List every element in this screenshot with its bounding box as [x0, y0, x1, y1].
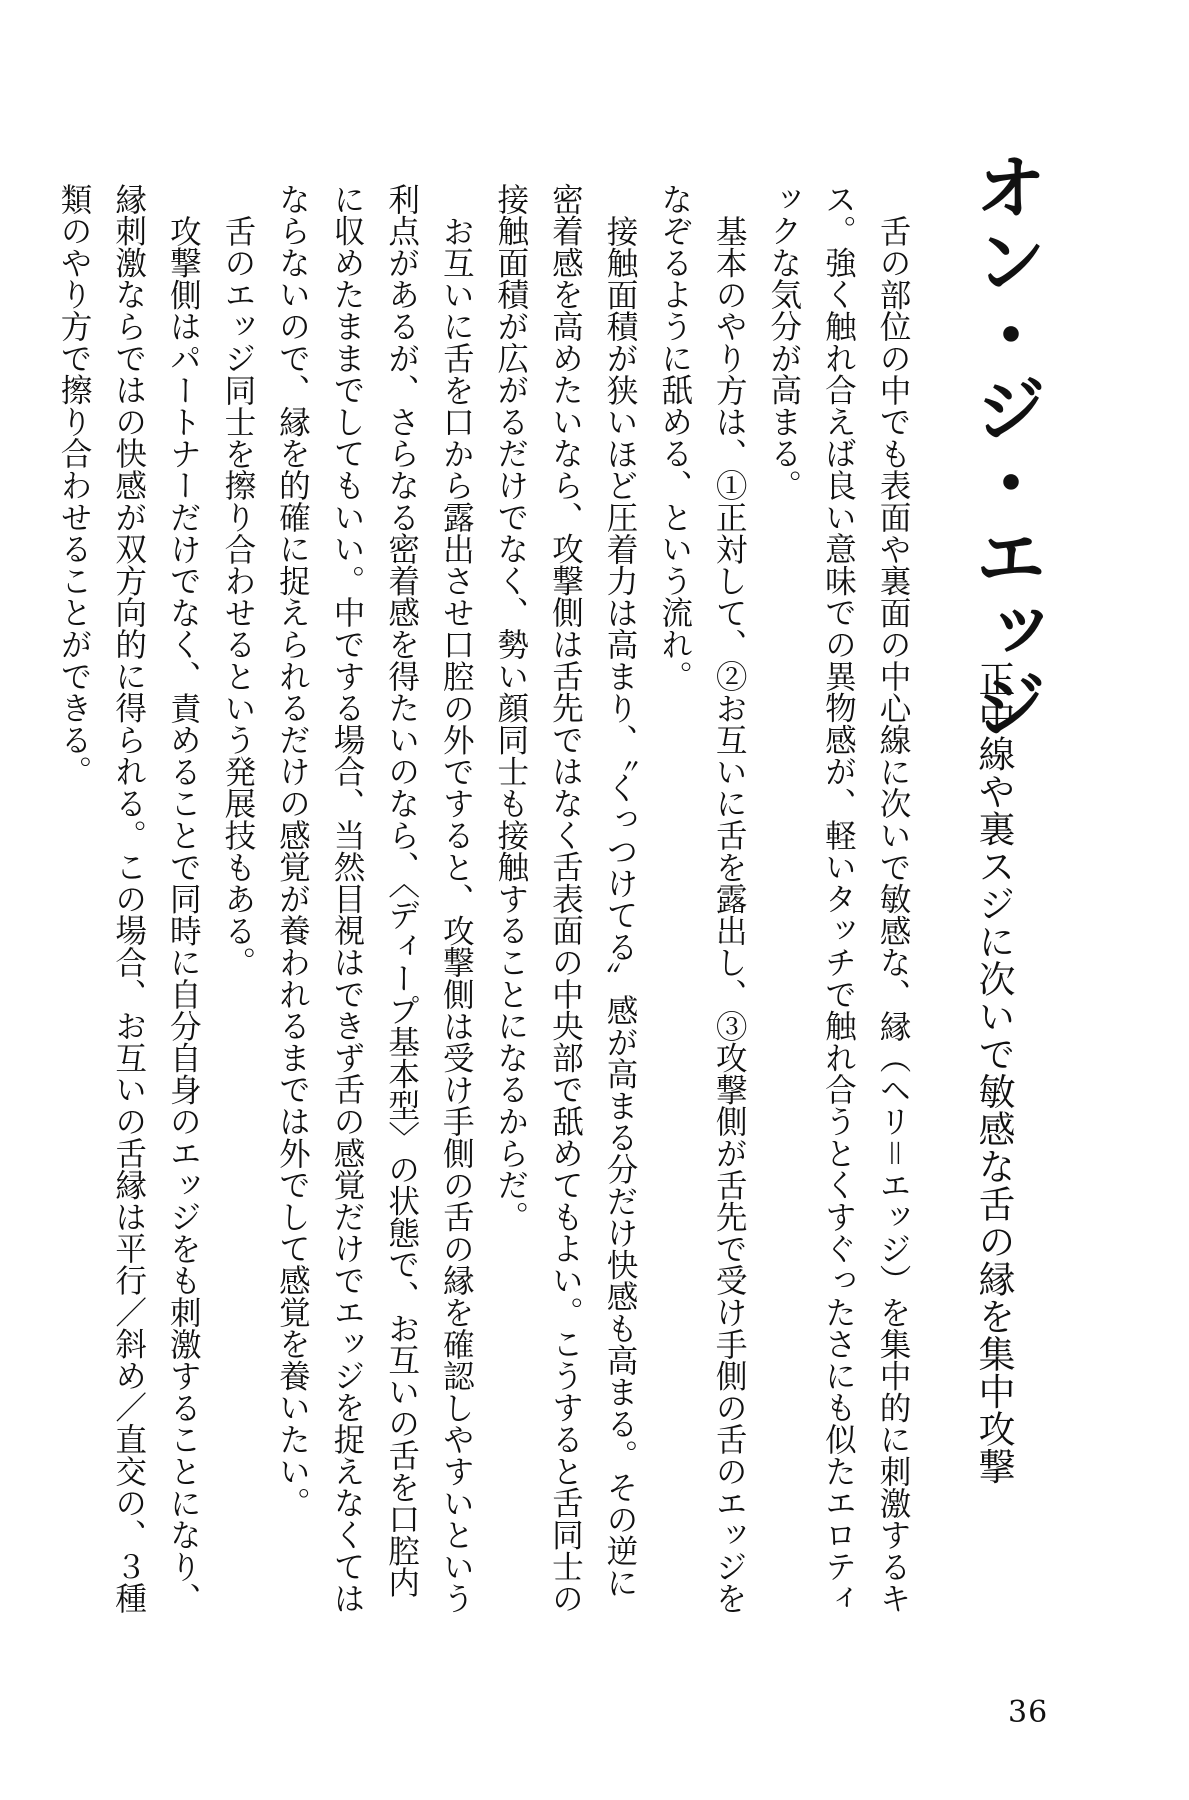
- page-number: 36: [1008, 1695, 1049, 1730]
- paragraph: 攻撃側はパートナーだけでなく、責めることで同時に自分自身のエッジをも刺激することになり、縁刺激ならではの快感が双方向的に得られる。この場合、お互いの舌縁は平行／斜め／直交の、３種類のやり方で擦り合わせることができる。: [56, 183, 202, 1614]
- paragraph: 基本のやり方は、①正対して、②お互いに舌を露出し、③攻撃側が舌先で受け手側の舌のエッジをなぞるように舐める、という流れ。: [656, 183, 748, 1614]
- page-title: オン・ジ・エッジ: [963, 150, 1047, 742]
- paragraph: 舌の部位の中でも表面や裏面の中心線に次いで敏感な、縁（ヘリ＝エッジ）を集中的に刺激するキス。強く触れ合えば良い意味での異物感が、軽いタッチで触れ合うとくすぐったさにも似たエロティックな気分が高まる。: [765, 183, 911, 1614]
- page-subtitle: 正中線や裏スジに次いで敏感な舌の縁を集中攻撃: [972, 660, 1015, 1485]
- body-text: [56, 183, 920, 1623]
- paragraph: 舌のエッジ同士を擦り合わせるという発展技もある。: [219, 214, 256, 978]
- paragraph: 接触面積が狭いほど圧着力は高まり、〝くっつけてる〟感が高まる分だけ快感も高まる。その逆に密着感を高めたいなら、攻撃側は舌先ではなく舌表面の中央部で舐めてもよい。こうすると舌同士の接触面積が広がるだけでなく、勢い顔同士も接触することになるからだ。: [492, 183, 639, 1614]
- paragraph: お互いに舌を口から露出させ口腔の外ですると、攻撃側は受け手側の舌の縁を確認しやすいという利点があるが、さらなる密着感を得たいのなら、〈ディープ基本型〉の状態で、お互いの舌を口腔内に収めたままでしてもいい。中でする場合、当然目視はできず舌の感覚だけでエッジを捉えなくてはならないので、縁を的確に捉えられるだけの感覚が養われるまでは外でして感覚を養いたい。: [274, 183, 475, 1614]
